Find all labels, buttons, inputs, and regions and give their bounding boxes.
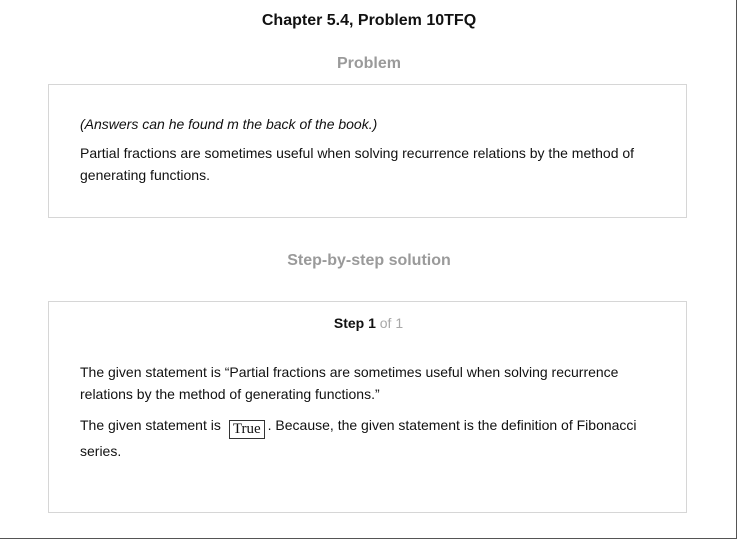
problem-card (48, 84, 687, 218)
step-number: Step 1 (333, 315, 376, 331)
conclusion-prefix: The given statement is (80, 417, 221, 433)
page-title: Chapter 5.4, Problem 10TFQ (261, 12, 477, 29)
solution-conclusion (80, 413, 660, 463)
problem-heading: Problem (336, 55, 401, 72)
step-indicator (49, 315, 688, 331)
answer-box: True (229, 420, 265, 439)
step-total: of 1 (379, 315, 404, 331)
solution-statement: The given statement is “Partial fractions are sometimes useful when solving recurrence relations by the method of generating functions.” (80, 364, 619, 402)
problem-note: (Answers can he found m the back of the book.) (80, 116, 378, 132)
conclusion-suffix: . Because, the given statement is the definition of Fibonacci series. (80, 417, 637, 459)
solution-card (48, 301, 687, 513)
problem-text: Partial fractions are sometimes useful when solving recurrence relations by the method of generating functions. (80, 145, 635, 183)
solution-heading: Step-by-step solution (287, 252, 451, 269)
